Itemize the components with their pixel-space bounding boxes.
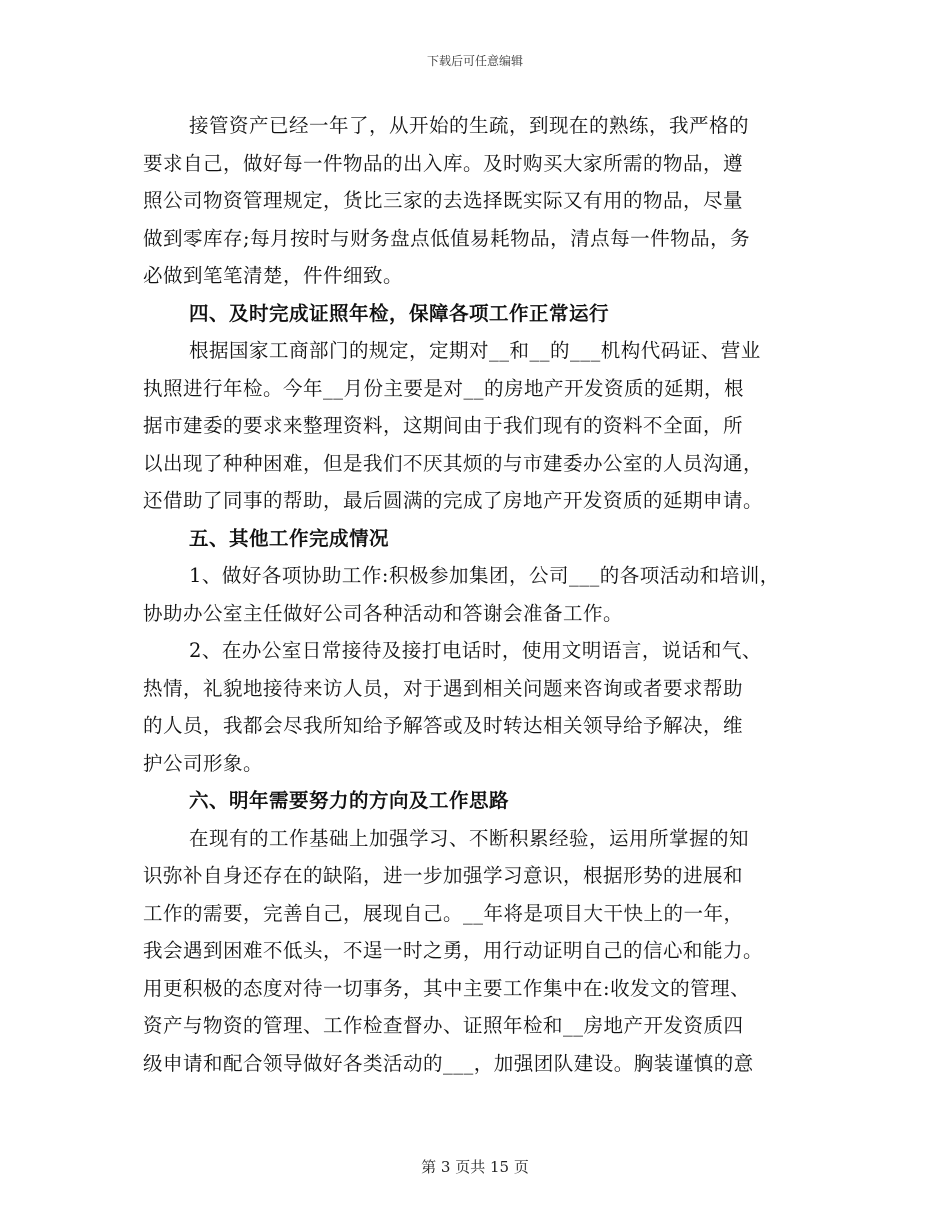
page-header: 下载后可任意编辑	[426, 54, 523, 68]
text-line: 1、做好各项协助工作:积极参加集团，公司___的各项活动和培训，	[189, 564, 780, 587]
text-line: 用更积极的态度对待一切事务，其中主要工作集中在:收发文的管理、	[143, 976, 751, 1000]
section-heading: 六、明年需要努力的方向及工作思路	[189, 789, 510, 812]
text-line: 必做到笔笔清楚，件件细致。	[143, 264, 404, 287]
page-footer: 第 3 页共 15 页	[421, 1158, 529, 1176]
text-line: 做到零库存;每月按时与财务盘点低值易耗物品，清点每一件物品，务	[143, 226, 751, 250]
text-line: 执照进行年检。今年__月份主要是对__的房地产开发资质的延期，根	[143, 376, 745, 400]
text-line: 热情，礼貌地接待来访人员，对于遇到相关问题来咨询或者要求帮助	[143, 676, 744, 700]
text-line: 的人员，我都会尽我所知给予解答或及时转达相关领导给予解决，维	[143, 714, 744, 737]
text-line: 2、在办公室日常接待及接打电话时，使用文明语言，说话和气、	[189, 639, 762, 662]
text-line: 在现有的工作基础上加强学习、不断积累经验，运用所掌握的知	[189, 826, 750, 850]
text-line: 以出现了种种困难，但是我们不厌其烦的与市建委办公室的人员沟通，	[143, 451, 764, 475]
text-line: 护公司形象。	[143, 751, 264, 775]
text-line: 工作的需要，完善自己，展现自己。__年将是项目大干快上的一年，	[143, 901, 744, 925]
text-line: 我会遇到困难不低头，不逞一时之勇，用行动证明自己的信心和能力。	[143, 939, 764, 962]
text-line: 照公司物资管理规定，货比三家的去选择既实际又有用的物品，尽量	[143, 189, 744, 212]
text-line: 接管资产已经一年了，从开始的生疏，到现在的熟练，我严格的	[189, 114, 750, 137]
text-line: 据市建委的要求来整理资料，这期间由于我们现有的资料不全面，所	[143, 414, 744, 437]
text-line: 识弥补自身还存在的缺陷，进一步加强学习意识，根据形势的进展和	[143, 864, 744, 887]
text-line: 要求自己，做好每一件物品的出入库。及时购买大家所需的物品，遵	[143, 151, 744, 175]
section-heading: 五、其他工作完成情况	[189, 526, 390, 550]
text-line: 协助办公室主任做好公司各种活动和答谢会准备工作。	[143, 601, 624, 625]
text-line: 资产与物资的管理、工作检查督办、证照年检和__房地产开发资质四	[143, 1014, 744, 1037]
text-line: 还借助了同事的帮助，最后圆满的完成了房地产开发资质的延期申请。	[143, 489, 764, 512]
text-line: 级申请和配合领导做好各类活动的___，加强团队建设。胸装谨慎的意	[143, 1051, 754, 1075]
text-line: 根据国家工商部门的规定，定期对__和__的___机构代码证、营业	[189, 339, 761, 362]
document-body	[143, 107, 823, 1082]
section-heading: 四、及时完成证照年检，保障各项工作正常运行	[189, 301, 610, 325]
